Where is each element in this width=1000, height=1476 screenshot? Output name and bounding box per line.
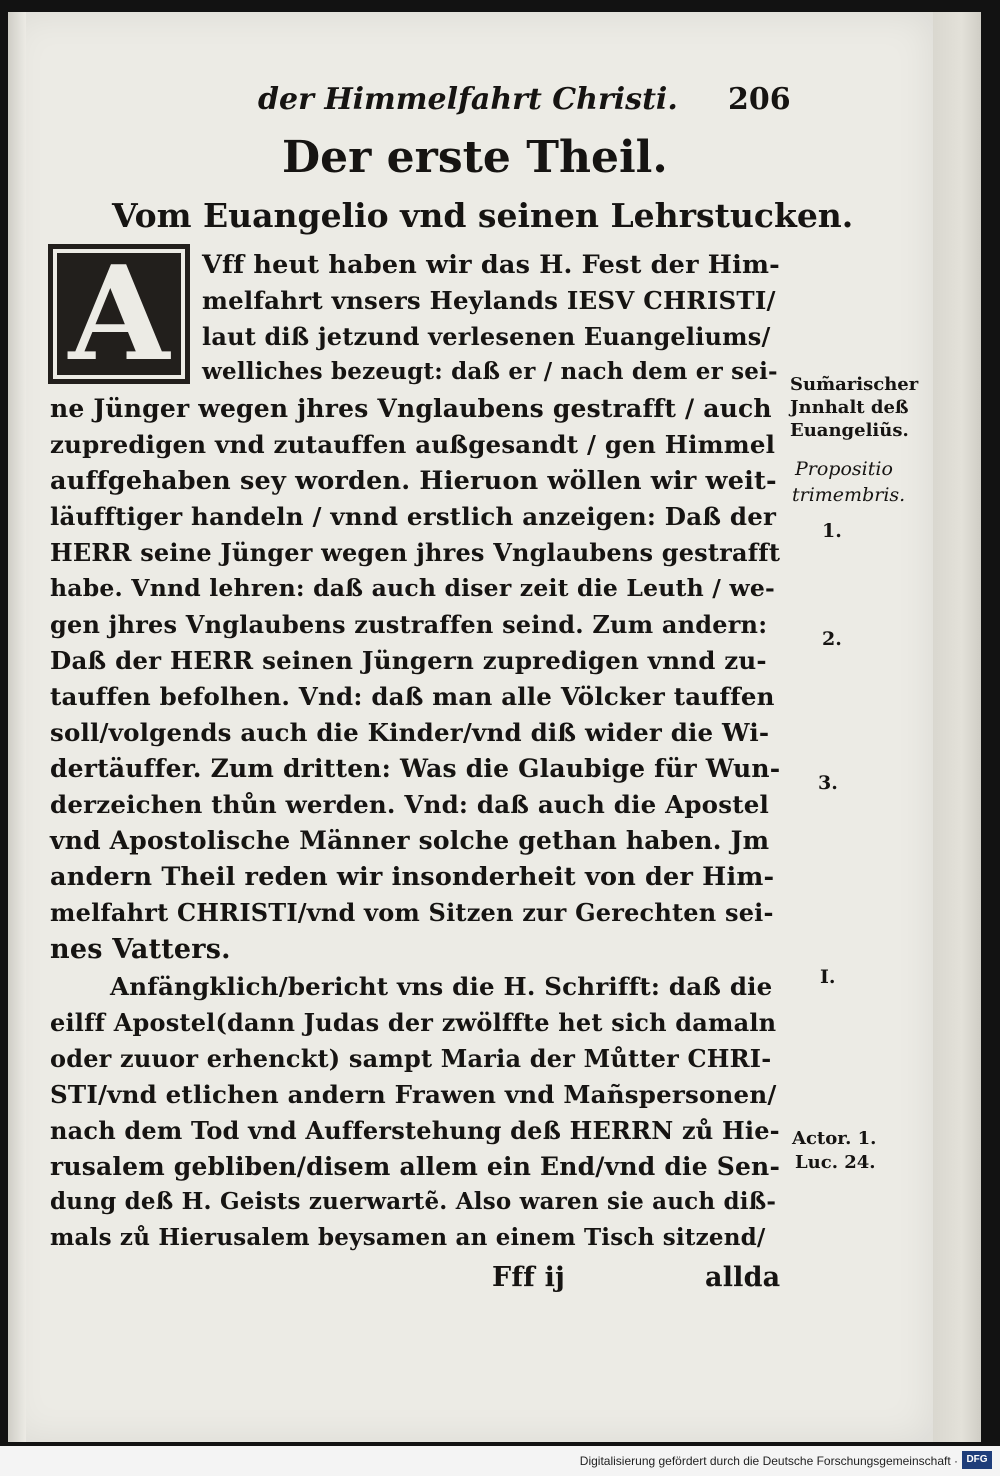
margin-number: 3. (818, 772, 838, 794)
body-line: auffgehaben sey worden. Hieruon wöllen wir weit- (50, 466, 777, 496)
decorated-initial: A (48, 244, 190, 384)
body-line: ne Jünger wegen jhres Vnglaubens gestrafft / auch (50, 394, 772, 423)
body-line: andern Theil reden wir insonderheit von der Him- (50, 862, 775, 892)
body-line: gen jhres Vnglaubens zustraffen seind. Zum andern: (50, 610, 768, 639)
catchword: allda (705, 1262, 781, 1293)
body-line: vnd Apostolische Männer solche gethan haben. Jm (50, 826, 770, 855)
body-line: welliches bezeugt: daß er / nach dem er sei- (202, 358, 778, 385)
margin-note: Euangeliũs. (790, 420, 909, 441)
body-line: nach dem Tod vnd Aufferstehung deß HERRN zů Hie- (50, 1116, 780, 1145)
body-line: STI/vnd etlichen andern Frawen vnd Mañspersonen/ (50, 1080, 777, 1109)
body-line: derzeichen thůn werden. Vnd: daß auch die Apostel (50, 790, 770, 819)
margin-note: trimembris. (792, 484, 906, 506)
body-line: Vff heut haben wir das H. Fest der Him- (202, 250, 780, 280)
body-line: dertäuffer. Zum dritten: Was die Glaubige für Wun- (50, 754, 781, 783)
section-subtitle: Vom Euangelio vnd seinen Lehrstucken. (112, 196, 854, 235)
body-line: zupredigen vnd zutauffen außgesandt / gen Himmel (50, 430, 776, 459)
body-line: rusalem gebliben/disem allem ein End/vnd die Sen- (50, 1152, 781, 1181)
body-line: eilff Apostel(dann Judas der zwölffte het sich damaln (50, 1008, 777, 1037)
body-line: melfahrt vnsers Heylands IESV CHRISTI/ (202, 286, 776, 315)
page-edge (933, 12, 981, 1442)
signature-mark: Fff ij (492, 1262, 566, 1293)
margin-note: Propositio (795, 458, 893, 480)
body-line: melfahrt CHRISTI/vnd vom Sitzen zur Gerechten sei- (50, 898, 774, 927)
margin-number: I. (820, 966, 836, 988)
running-head: der Himmelfahrt Christi. (258, 82, 678, 117)
body-line: oder zuuor erhenckt) sampt Maria der Můtter CHRI- (50, 1044, 772, 1073)
margin-number: 2. (822, 628, 842, 650)
margin-note: Sum̃arischer (790, 374, 919, 395)
margin-note: Luc. 24. (795, 1152, 876, 1173)
section-title: Der erste Theil. (282, 132, 668, 183)
body-line: nes Vatters. (50, 934, 231, 965)
body-line: HERR seine Jünger wegen jhres Vnglaubens gestrafft (50, 538, 781, 567)
body-line: Daß der HERR seinen Jüngern zupredigen vnnd zu- (50, 646, 767, 675)
body-line: tauffen befolhen. Vnd: daß man alle Völcker tauffen (50, 682, 775, 711)
body-line: Anfängklich/bericht vns die H. Schrifft: daß die (110, 972, 773, 1001)
body-line: läufftiger handeln / vnnd erstlich anzeigen: Daß der (50, 502, 777, 531)
body-line: dung deß H. Geists zuerwartẽ. Also waren sie auch diß- (50, 1188, 777, 1215)
margin-note: Actor. 1. (792, 1128, 877, 1149)
margin-note: Jnnhalt deß (790, 397, 909, 418)
body-line: habe. Vnnd lehren: daß auch diser zeit die Leuth / we- (50, 574, 775, 602)
footer-bar (0, 1446, 1000, 1476)
page-number: 206 (728, 82, 791, 117)
margin-number: 1. (822, 520, 842, 542)
body-line: laut diß jetzund verlesenen Euangeliums/ (202, 322, 771, 351)
dfg-logo: DFG (962, 1451, 992, 1469)
page-gutter (8, 12, 26, 1442)
body-line: mals zů Hierusalem beysamen an einem Tisch sitzend/ (50, 1224, 766, 1251)
body-line: soll/volgends auch die Kinder/vnd diß wider die Wi- (50, 718, 770, 747)
funding-credit: Digitalisierung gefördert durch die Deutsche Forschungsgemeinschaft · (579, 1454, 958, 1468)
